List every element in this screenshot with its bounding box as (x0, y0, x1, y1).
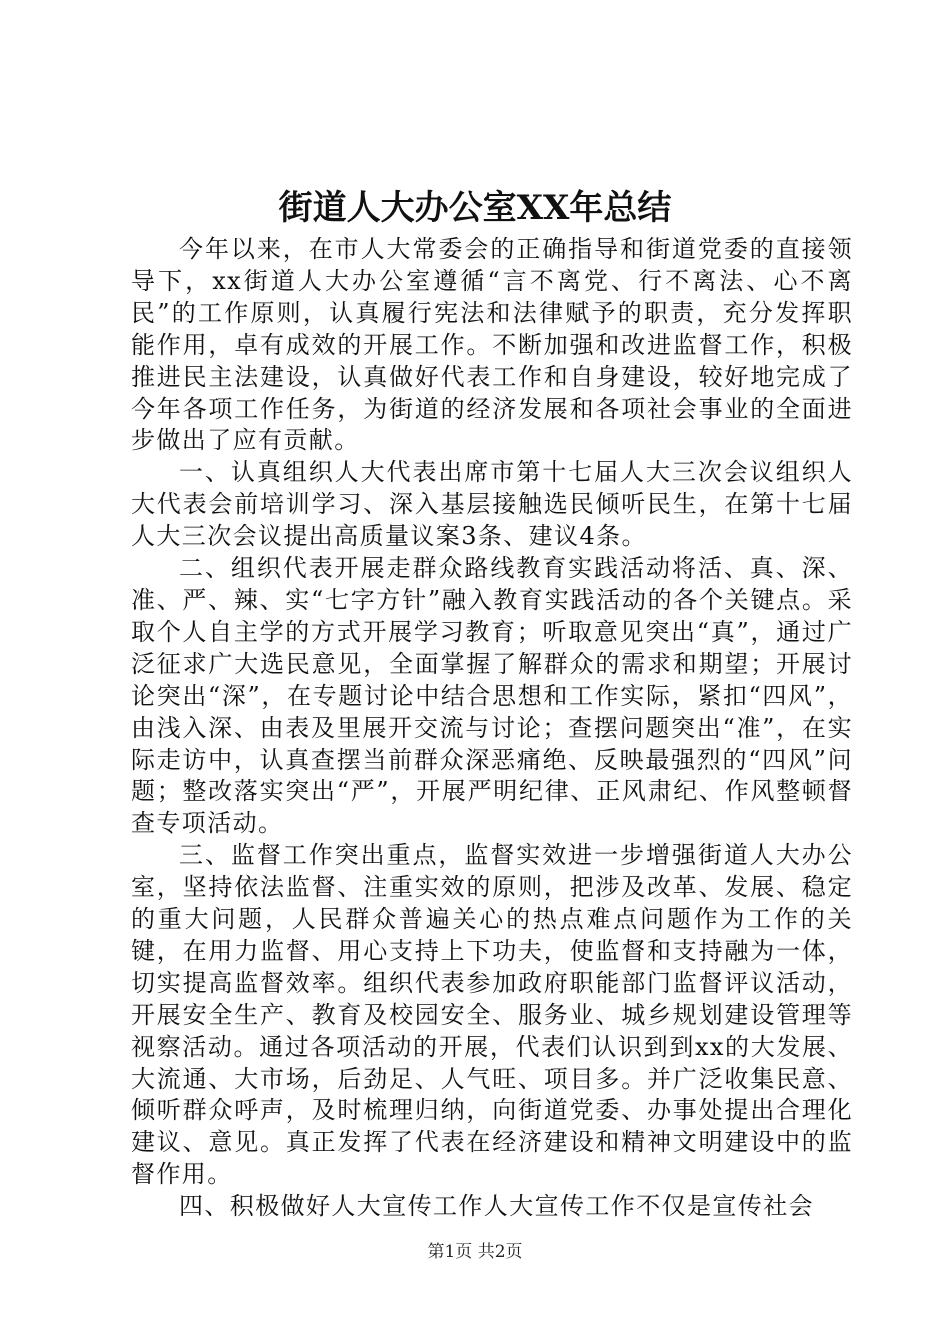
paragraph-section-1: 一、认真组织人大代表出席市第十七届人大三次会议组织人大代表会前培训学习、深入基层接触选民倾听民生，在第十七届人大三次会议提出高质量议案3条、建议4条。 (131, 458, 853, 551)
paragraph-section-4: 四、积极做好人大宣传工作人大宣传工作不仅是宣传社会 (179, 1192, 814, 1221)
document-body (131, 234, 853, 1223)
paragraph-section-2: 二、组织代表开展走群众路线教育实践活动将活、真、深、准、严、辣、实“七字方针”融入教育实践活动的各个关键点。采取个人自主学的方式开展学习教育；听取意见突出“真”，通过广泛征求广大选民意见，全面掌握了解群众的需求和期望；开展讨论突出“深”，在专题讨论中结合思想和工作实际，紧扣“四风”，由浅入深、由表及里展开交流与讨论；查摆问题突出“准”，在实际走访中，认真查摆当前群众深恶痛绝、反映最强烈的“四风”问题；整改落实突出“严”，开展严明纪律、正风肃纪、作风整顿督查专项活动。 (131, 554, 853, 838)
page-footer: 第1页 共2页 (427, 1242, 523, 1262)
paragraph-section-3: 三、监督工作突出重点，监督实效进一步增强街道人大办公室，坚持依法监督、注重实效的原则，把涉及改革、发展、稳定的重大问题，人民群众普遍关心的热点难点问题作为工作的关键，在用力监督、用心支持上下功夫，使监督和支持融为一体，切实提高监督效率。组织代表参加政府职能部门监督评议活动，开展安全生产、教育及校园安全、服务业、城乡规划建设管理等视察活动。通过各项活动的开展，代表们认识到到xx的大发展、大流通、大市场，后劲足、人气旺、项目多。并广泛收集民意、倾听群众呼声，及时梳理归纳，向街道党委、办事处提出合理化建议、意见。真正发挥了代表在经济建设和精神文明建设中的监督作用。 (131, 841, 853, 1189)
document-title: 街道人大办公室XX年总结 (278, 188, 672, 228)
paragraph-intro: 今年以来，在市人大常委会的正确指导和街道党委的直接领导下，xx街道人大办公室遵循“言不离党、行不离法、心不离民”的工作原则，认真履行宪法和法律赋予的职责，充分发挥职能作用，卓有成效的开展工作。不断加强和改进监督工作，积极推进民主法建设，认真做好代表工作和自身建设，较好地完成了今年各项工作任务，为街道的经济发展和各项社会事业的全面进步做出了应有贡献。 (131, 235, 853, 455)
